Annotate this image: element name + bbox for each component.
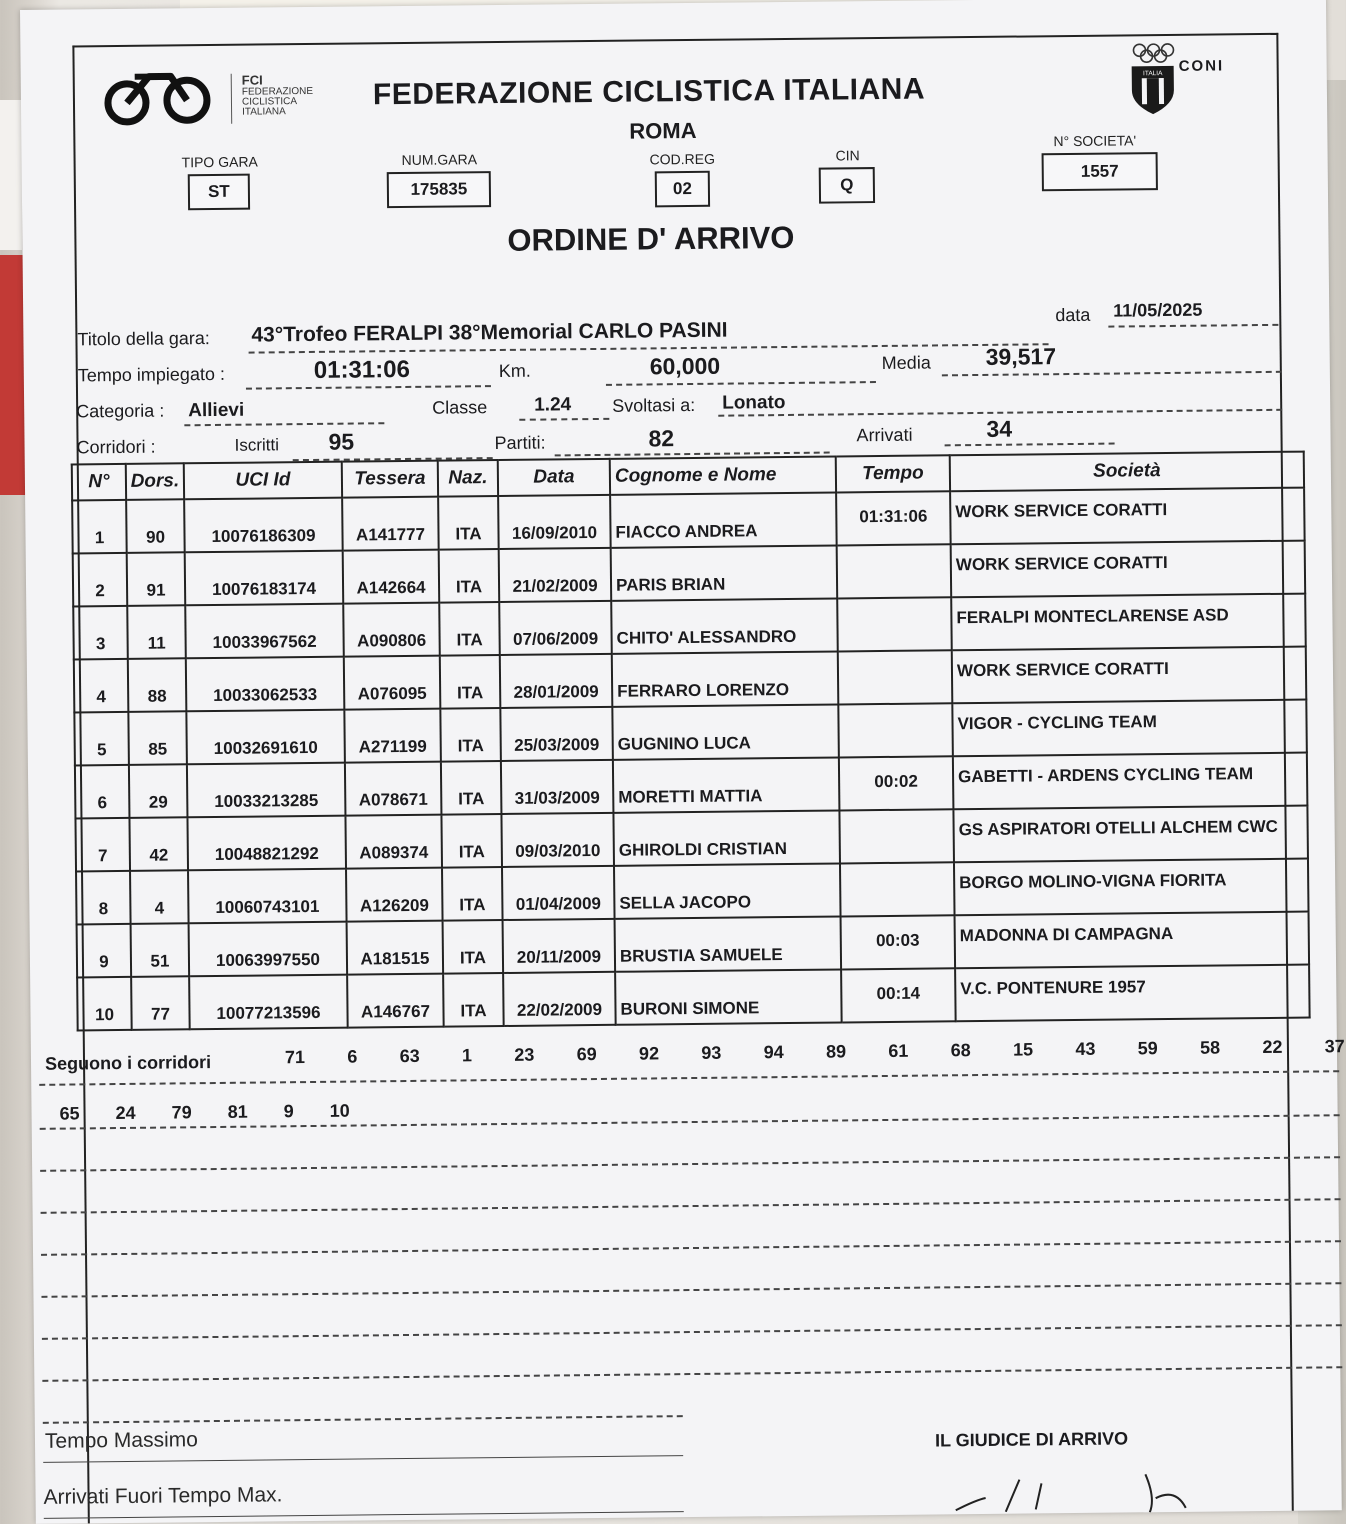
cell-uci-id: 10033967562 — [185, 604, 344, 659]
cell-tessera: A090806 — [343, 603, 440, 657]
cell-dors: 88 — [128, 658, 187, 712]
svoltasi-value: Lonato — [722, 392, 786, 414]
fuori-tempo-label: Arrivati Fuori Tempo Max. — [43, 1483, 283, 1509]
arrivati-value: 34 — [986, 415, 1013, 442]
seguono-number: 89 — [825, 1041, 847, 1062]
fci-wordmark — [231, 73, 314, 124]
cell-cognome-nome: PARIS BRIAN — [611, 545, 838, 600]
cell-data: 22/02/2009 — [503, 972, 616, 1026]
tipo-gara-box: ST — [188, 174, 250, 211]
cell-naz: ITA — [441, 814, 502, 868]
cell-societa: BORGO MOLINO-VIGNA FIORITA — [954, 859, 1309, 916]
seguono-number: 23 — [514, 1044, 535, 1065]
cell-data: 25/03/2009 — [500, 707, 613, 761]
cell-cognome-nome: GHIROLDI CRISTIAN — [613, 810, 840, 865]
cell-data: 07/06/2009 — [499, 601, 612, 655]
cell-data: 01/04/2009 — [502, 866, 615, 920]
cell-tempo — [840, 862, 955, 916]
cell-cognome-nome: GUGNINO LUCA — [612, 704, 839, 759]
seguono-number: 43 — [1075, 1038, 1096, 1060]
cell-cognome-nome: BURONI SIMONE — [615, 969, 842, 1024]
partiti-value: 82 — [648, 425, 675, 452]
cell-dors: 90 — [126, 499, 185, 553]
cell-tempo: 00:02 — [839, 756, 954, 810]
cell-uci-id: 10077213596 — [189, 975, 348, 1030]
cell-tempo — [839, 809, 954, 863]
header-dors: Dors. — [126, 463, 184, 500]
categoria-label: Categoria : — [76, 400, 165, 422]
seguono-line2 — [59, 1100, 385, 1124]
background-paper — [0, 100, 22, 250]
signature-icon — [935, 1467, 1235, 1514]
cell-tempo: 01:31:06 — [836, 491, 951, 545]
federation-title: FEDERAZIONE CICLISTICA ITALIANA — [372, 72, 926, 112]
seguono-number: 65 — [59, 1103, 80, 1124]
cell-tessera: A271199 — [344, 709, 441, 763]
fci-line3: ITALIANA — [242, 106, 286, 118]
seguono-number: 58 — [1199, 1037, 1221, 1058]
cell-uci-id: 10060743101 — [188, 869, 347, 924]
tempo-label: Tempo impiegato : — [77, 363, 226, 386]
seguono-number: 24 — [115, 1102, 136, 1124]
arrivati-label: Arrivati — [856, 424, 913, 446]
cell-tessera: A126209 — [346, 868, 443, 922]
cell-data: 31/03/2009 — [501, 760, 614, 814]
header-data: Data — [498, 459, 610, 496]
cell-cognome-nome: FERRARO LORENZO — [612, 651, 839, 706]
cell-tessera: A078671 — [345, 762, 442, 816]
societa-label: N° SOCIETA' — [1053, 132, 1137, 150]
seguono-number: 79 — [171, 1102, 192, 1123]
cell-uci-id: 10032691610 — [186, 710, 345, 765]
seguono-number: 22 — [1262, 1036, 1283, 1058]
fci-abbr: FCI — [241, 72, 263, 88]
cell-tessera: A076095 — [344, 656, 441, 710]
seguono-number: 94 — [763, 1042, 784, 1063]
cell-societa: WORK SERVICE CORATTI — [951, 541, 1306, 598]
cell-societa: GABETTI - ARDENS CYCLING TEAM — [953, 753, 1308, 810]
seguono-number: 10 — [329, 1100, 350, 1121]
cell-uci-id: 10063997550 — [189, 922, 348, 977]
race-results-sheet — [20, 0, 1345, 1524]
cell-dors: 85 — [128, 711, 187, 765]
cell-num: 9 — [77, 924, 132, 978]
cell-dors: 4 — [130, 870, 189, 924]
cell-cognome-nome: FIACCO ANDREA — [610, 492, 837, 547]
cell-societa: VIGOR - CYCLING TEAM — [952, 700, 1307, 757]
header-cognome-nome: Cognome e Nome — [610, 456, 836, 494]
coni-label: CONI — [1178, 57, 1225, 75]
cell-num: 1 — [72, 500, 127, 554]
km-value: 60,000 — [649, 352, 721, 380]
svoltasi-label: Svoltasi a: — [612, 394, 696, 416]
cell-tessera: A146767 — [347, 974, 444, 1028]
seguono-number: 69 — [576, 1044, 597, 1065]
header-tempo: Tempo — [836, 455, 950, 492]
cell-tessera: A142664 — [343, 550, 440, 604]
cell-naz: ITA — [443, 920, 504, 974]
seguono-number: 15 — [1012, 1039, 1034, 1060]
fci-line1: FEDERAZIONE — [241, 85, 314, 98]
coni-logo-icon — [1125, 37, 1266, 118]
seguono-number: 81 — [227, 1101, 248, 1122]
seguono-number: 63 — [399, 1045, 420, 1067]
cell-naz: ITA — [438, 496, 499, 550]
coni-shield-text: ITALIA — [1142, 70, 1163, 78]
cell-dors: 91 — [127, 552, 186, 606]
city-name: ROMA — [629, 117, 697, 144]
cell-num: 3 — [73, 606, 128, 660]
cell-num: 10 — [77, 977, 132, 1031]
seguono-number: 6 — [347, 1046, 358, 1067]
seguono-number: 92 — [638, 1043, 660, 1064]
cin-label: CIN — [835, 147, 860, 164]
cell-dors: 51 — [131, 923, 190, 977]
cell-uci-id: 10076183174 — [185, 551, 344, 606]
cell-tempo — [838, 703, 953, 757]
titolo-value: 43°Trofeo FERALPI 38°Memorial CARLO PASINI — [251, 318, 728, 347]
categoria-value: Allievi — [188, 399, 245, 422]
cell-uci-id: 10048821292 — [187, 816, 346, 871]
cell-tempo — [837, 544, 952, 598]
cell-data: 09/03/2010 — [501, 813, 614, 867]
header-tessera: Tessera — [342, 461, 438, 498]
cell-dors: 77 — [131, 976, 190, 1030]
num-gara-label: NUM.GARA — [401, 151, 478, 169]
tempo-value: 01:31:06 — [313, 355, 411, 384]
num-gara-box: 175835 — [387, 171, 491, 208]
cell-societa: WORK SERVICE CORATTI — [952, 647, 1307, 704]
cell-tempo: 00:14 — [841, 968, 956, 1022]
header-uci-id: UCI Id — [184, 462, 342, 500]
cell-num: 6 — [75, 765, 130, 819]
giudice-label: IL GIUDICE DI ARRIVO — [934, 1428, 1129, 1451]
cell-naz: ITA — [440, 708, 501, 762]
media-value: 39,517 — [985, 343, 1057, 370]
tipo-gara-label: TIPO GARA — [181, 153, 258, 171]
cell-cognome-nome: SELLA JACOPO — [614, 863, 841, 918]
classe-label: Classe — [432, 397, 488, 418]
cell-cognome-nome: CHITO' ALESSANDRO — [611, 598, 838, 653]
cell-societa: MADONNA DI CAMPAGNA — [955, 912, 1310, 969]
data-value: 11/05/2025 — [1113, 299, 1203, 321]
cell-data: 28/01/2009 — [500, 654, 613, 708]
cell-data: 16/09/2010 — [498, 495, 611, 549]
cell-uci-id: 10033213285 — [187, 763, 346, 818]
cell-societa: WORK SERVICE CORATTI — [950, 488, 1305, 545]
cell-tempo — [837, 597, 952, 651]
document-heading: ORDINE D' ARRIVO — [507, 219, 795, 258]
cell-naz: ITA — [443, 973, 504, 1027]
cod-reg-box: 02 — [655, 171, 710, 208]
cell-uci-id: 10076186309 — [184, 498, 343, 553]
cell-societa: FERALPI MONTECLARENSE ASD — [951, 594, 1306, 651]
header-naz: Naz. — [438, 460, 498, 497]
seguono-label: Seguono i corridori — [44, 1052, 212, 1074]
cell-tessera: A141777 — [342, 497, 439, 551]
cell-num: 7 — [75, 818, 130, 872]
cell-naz: ITA — [441, 761, 502, 815]
partiti-label: Partiti: — [494, 432, 546, 454]
cell-num: 8 — [76, 871, 131, 925]
km-label: Km. — [498, 360, 531, 382]
seguono-number: 1 — [461, 1045, 473, 1066]
cell-cognome-nome: MORETTI MATTIA — [613, 757, 840, 812]
cod-reg-label: COD.REG — [649, 150, 716, 168]
cell-tessera: A089374 — [345, 815, 442, 869]
cell-societa: V.C. PONTENURE 1957 — [955, 965, 1310, 1022]
header-num: N° — [72, 464, 126, 501]
iscritti-value: 95 — [328, 428, 355, 455]
tempo-massimo-label: Tempo Massimo — [44, 1428, 198, 1453]
cell-data: 20/11/2009 — [503, 919, 616, 973]
cell-num: 2 — [73, 553, 128, 607]
cin-box: Q — [819, 167, 875, 204]
cell-naz: ITA — [442, 867, 503, 921]
cell-uci-id: 10033062533 — [186, 657, 345, 712]
titolo-label: Titolo della gara: — [77, 328, 210, 350]
cell-societa: GS ASPIRATORI OTELLI ALCHEM CWC — [953, 806, 1308, 863]
seguono-number: 37 — [1324, 1036, 1345, 1057]
cell-num: 5 — [74, 712, 129, 766]
cell-data: 21/02/2009 — [499, 548, 612, 602]
classe-value: 1.24 — [534, 394, 572, 416]
cell-dors: 11 — [127, 605, 186, 659]
corridori-label: Corridori : — [76, 436, 156, 458]
data-label: data — [1055, 304, 1091, 326]
seguono-number: 61 — [888, 1040, 909, 1061]
fci-line2: CICLISTICA — [241, 96, 298, 108]
cell-tempo — [838, 650, 953, 704]
header-societa: Società — [950, 452, 1304, 492]
seguono-number: 59 — [1137, 1038, 1158, 1059]
seguono-number: 71 — [284, 1047, 306, 1068]
media-label: Media — [881, 352, 931, 373]
seguono-number: 9 — [283, 1101, 294, 1122]
iscritti-label: Iscritti — [234, 435, 280, 455]
results-table — [71, 451, 1311, 1032]
societa-box: 1557 — [1042, 152, 1158, 191]
fci-logo-icon — [99, 68, 218, 129]
cell-dors: 42 — [129, 817, 188, 871]
cell-cognome-nome: BRUSTIA SAMUELE — [615, 916, 842, 971]
cell-tessera: A181515 — [347, 921, 444, 975]
cell-naz: ITA — [440, 655, 501, 709]
cell-tempo: 00:03 — [841, 915, 956, 969]
cell-naz: ITA — [439, 549, 500, 603]
cell-dors: 29 — [129, 764, 188, 818]
seguono-number: 93 — [701, 1042, 722, 1063]
seguono-number: 68 — [950, 1040, 971, 1061]
cell-num: 4 — [74, 659, 129, 713]
cell-naz: ITA — [439, 602, 500, 656]
